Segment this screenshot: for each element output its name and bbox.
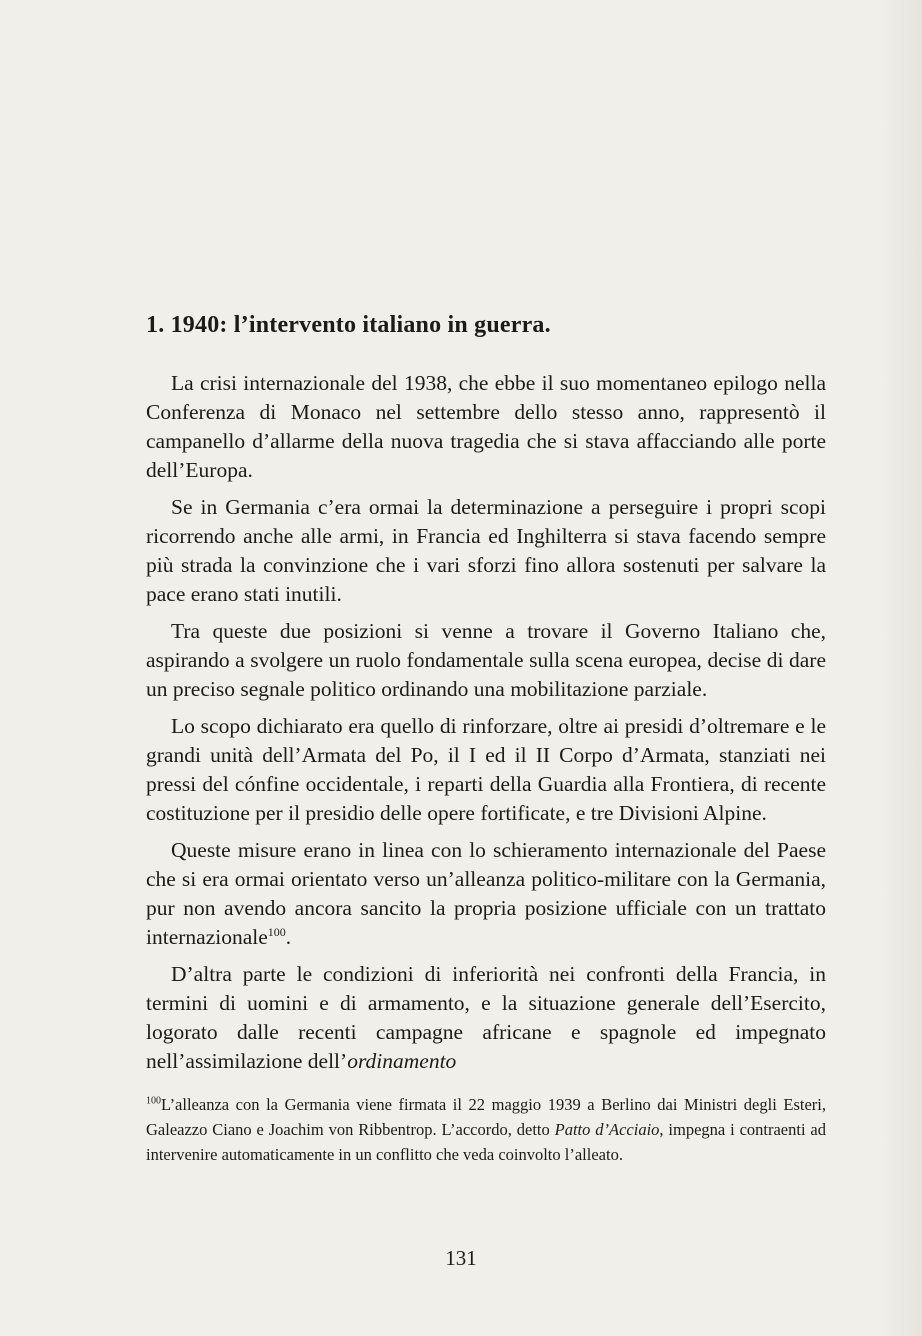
paragraph-6 <box>146 960 826 1076</box>
section-heading: 1. 1940: l’intervento italiano in guerra. <box>146 312 551 338</box>
paragraph-3 <box>146 617 826 704</box>
paragraph-1 <box>146 369 826 485</box>
page-body <box>146 312 826 1167</box>
paragraph-italic-tail: ordinamento <box>347 1049 457 1073</box>
footnote <box>146 1092 826 1167</box>
paragraph-text: La crisi internazionale del 1938, che ebbe il suo momentaneo epilogo nella Conferenza di Monaco nel settembre dello stesso anno, rappresentò il campanello d’allarme della nuova tragedia che si stava affacciando alle porte dell’Europa. <box>146 371 826 482</box>
footnote-text-after: , impegna i contraenti ad intervenire automaticamente in un conflitto che veda coinvolto l’alleato. <box>146 1120 826 1164</box>
paragraph-text: Se in Germania c’era ormai la determinazione a perseguire i propri scopi ricorrendo anche alle armi, in Francia ed Inghilterra si stava facendo sempre più strada la convinzione che i vari sforzi fino allora sostenuti per salvare la pace erano stati inutili. <box>146 495 826 606</box>
footnote-italic: Patto d’Acciaio <box>554 1120 660 1139</box>
paragraph-5 <box>146 836 826 952</box>
paragraph-4 <box>146 712 826 828</box>
footnote-reference[interactable]: 100 <box>267 924 286 939</box>
show-through-text <box>150 55 830 218</box>
paragraph-text: D’altra parte le condizioni di inferiorità nei confronti della Francia, in termini di uomini e di armamento, e la situazione generale dell’Esercito, logorato dalle recenti campagne africane e spagnole ed impegnato nell’assimilazione dell’ <box>146 962 826 1073</box>
paragraph-text: Tra queste due posizioni si venne a trovare il Governo Italiano che, aspirando a svolgere un ruolo fondamentale sulla scena europea, decise di dare un preciso segnale politico ordinando una mobilitazione parziale. <box>146 619 826 701</box>
paragraph-text: Lo scopo dichiarato era quello di rinforzare, oltre ai presidi d’oltremare e le grandi unità dell’Armata del Po, il I ed il II Corpo d’Armata, stanziati nei pressi del cónfine occidentale, i reparti della Guardia alla Frontiera, di recente costituzione per il presidio delle opere fortificate, e tre Divisioni Alpine. <box>146 714 826 825</box>
footnote-text-before: L’alleanza con la Germania viene firmata il 22 maggio 1939 a Berlino dai Ministri degli Esteri, Galeazzo Ciano e Joachim von Ribbentrop. L’accordo, detto <box>146 1095 826 1139</box>
page-number: 131 <box>445 1246 477 1270</box>
paragraph-text: Queste misure erano in linea con lo schieramento internazionale del Paese che si era ormai orientato verso un’alleanza politico-militare con la Germania, pur non avendo ancora sancito la propria posizione ufficiale con un trattato internazionale <box>146 838 826 949</box>
paragraph-2 <box>146 493 826 609</box>
footnote-number: 100 <box>146 1095 161 1107</box>
paragraph-tail: . <box>285 925 292 949</box>
page-shadow <box>882 0 922 1336</box>
